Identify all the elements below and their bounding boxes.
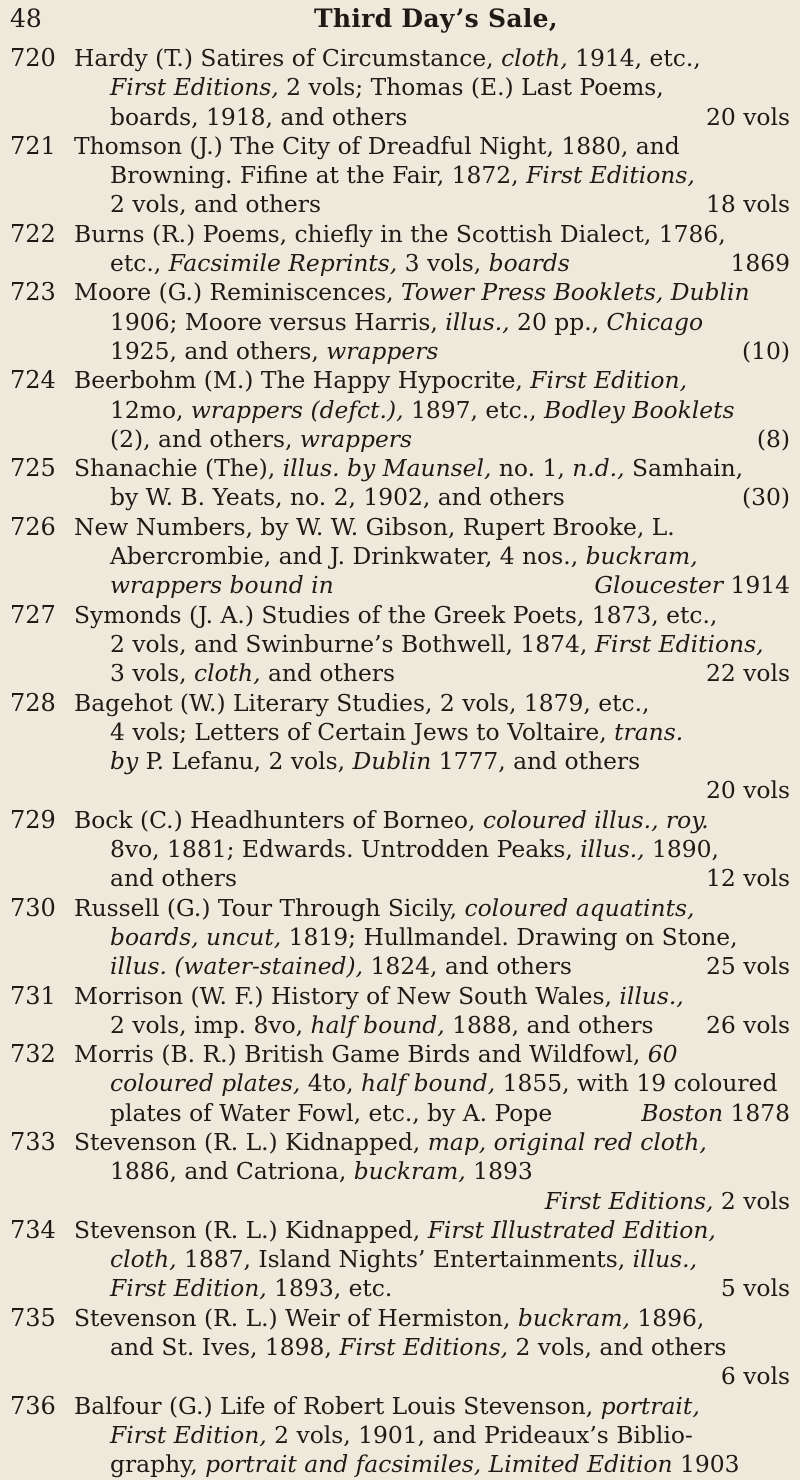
lot-quantity: 25 vols xyxy=(706,952,790,981)
lot-entry xyxy=(0,689,800,806)
lot-number: 734 xyxy=(10,1215,56,1244)
lot-description-line: boards, uncut, 1819; Hullmandel. Drawing on Stone, xyxy=(110,922,738,951)
lot-description-line: by P. Lefanu, 2 vols, Dublin 1777, and others xyxy=(110,747,641,776)
lot-description-line: etc., Facsimile Reprints, 3 vols, boards 1869 xyxy=(110,249,790,278)
lot-number: 724 xyxy=(10,366,56,395)
lot-quantity: 12 vols xyxy=(706,864,790,893)
lot-description-line: Browning. Fifine at the Fair, 1872, First Editions, xyxy=(110,161,695,190)
lot-entry xyxy=(0,366,800,454)
lot-description-line: Hardy (T.) Satires of Circumstance, cloth, 1914, etc., xyxy=(74,44,701,72)
lot-entry xyxy=(0,894,800,982)
lot-description-line: (2), and others, wrappers (8) xyxy=(110,424,790,453)
lot-description-line: Bagehot (W.) Literary Studies, 2 vols, 1879, etc., xyxy=(74,688,650,717)
page-header xyxy=(0,4,800,44)
lot-quantity: 26 vols xyxy=(706,1010,790,1039)
lot-description-line: Symonds (J. A.) Studies of the Greek Poets, 1873, etc., xyxy=(74,600,718,629)
lot-description-line: First Edition, 1893, etc. 5 vols xyxy=(110,1274,790,1303)
lot-description-line: wrappers bound in Gloucester 1914 xyxy=(110,571,790,600)
lot-description-line xyxy=(0,1362,800,1391)
lot-description-line: 3 vols, cloth, and others 22 vols xyxy=(110,659,790,688)
lot-description-line: Balfour (G.) Life of Robert Louis Stevenson, portrait, xyxy=(74,1391,700,1420)
lot-number: 721 xyxy=(10,131,56,160)
lot-description-line: Thomson (J.) The City of Dreadful Night, 1880, and xyxy=(74,131,680,160)
lot-entry xyxy=(0,982,800,1041)
lot-quantity: Gloucester 1914 xyxy=(594,571,790,600)
lot-entry xyxy=(0,1040,800,1128)
lot-description-line: 1906; Moore versus Harris, illus., 20 pp., Chicago xyxy=(110,307,704,336)
lot-entry xyxy=(0,1128,800,1216)
lot-description-line: and St. Ives, 1898, First Editions, 2 vols, and others xyxy=(110,1333,727,1362)
lot-description-line: Beerbohm (M.) The Happy Hypocrite, First Edition, xyxy=(74,366,688,395)
lot-description-line: cloth, 1887, Island Nights’ Entertainments, illus., xyxy=(110,1245,698,1274)
lot-number: 723 xyxy=(10,278,56,307)
lot-description-line: Moore (G.) Reminiscences, Tower Press Booklets, Dublin xyxy=(74,278,750,307)
lot-entry xyxy=(0,601,800,689)
lot-description-line: 4 vols; Letters of Certain Jews to Voltaire, trans. xyxy=(110,717,684,746)
lot-entry xyxy=(0,454,800,513)
lot-description-line: coloured plates, 4to, half bound, 1855, with 19 coloured xyxy=(110,1069,778,1098)
lot-description-line: 1886, and Catriona, buckram, 1893 xyxy=(110,1157,533,1186)
lot-description-line: Burns (R.) Poems, chiefly in the Scottish Dialect, 1786, xyxy=(74,219,726,248)
lot-description-line: Stevenson (R. L.) Kidnapped, map, original red cloth, xyxy=(74,1127,707,1156)
lot-description-line: 2 vols, and others 18 vols xyxy=(110,190,790,219)
lot-description-line xyxy=(0,1187,800,1216)
lot-quantity: 18 vols xyxy=(706,190,790,219)
lot-number: 731 xyxy=(10,981,56,1010)
lot-quantity: Boston 1878 xyxy=(641,1098,790,1127)
lot-number: 722 xyxy=(10,219,56,248)
lot-description-line: plates of Water Fowl, etc., by A. Pope Boston 1878 xyxy=(110,1098,790,1127)
lot-description-line: 1925, and others, wrappers (10) xyxy=(110,336,790,365)
lot-description-line: illus. (water-stained), 1824, and others 25 vols xyxy=(110,952,790,981)
lot-number: 732 xyxy=(10,1040,56,1069)
lot-number: 736 xyxy=(10,1391,56,1420)
lot-quantity: 5 vols xyxy=(720,1274,790,1303)
lot-description-line: by W. B. Yeats, no. 2, 1902, and others (30) xyxy=(110,483,790,512)
lot-description-line: 8vo, 1881; Edwards. Untrodden Peaks, illus., 1890, xyxy=(110,835,719,864)
lot-description-line: Morris (B. R.) British Game Birds and Wildfowl, 60 xyxy=(74,1040,678,1069)
lot-description-line: Abercrombie, and J. Drinkwater, 4 nos., buckram, xyxy=(110,542,698,571)
lot-quantity: (30) xyxy=(741,483,790,512)
lot-number: 728 xyxy=(10,688,56,717)
lot-number: 727 xyxy=(10,600,56,629)
lot-quantity: First Editions, 2 vols xyxy=(544,1186,790,1215)
lot-description-line: and others 12 vols xyxy=(110,864,790,893)
lot-number: 726 xyxy=(10,512,56,541)
lot-description-line: graphy, portrait and facsimiles, Limited Edition 1903 xyxy=(110,1450,740,1479)
lot-list xyxy=(0,44,800,1480)
lot-description-line: 2 vols, and Swinburne’s Bothwell, 1874, First Editions, xyxy=(110,629,764,658)
lot-number: 720 xyxy=(10,44,56,72)
lot-description-line: Russell (G.) Tour Through Sicily, coloured aquatints, xyxy=(74,893,695,922)
lot-entry xyxy=(0,1392,800,1480)
lot-entry xyxy=(0,513,800,601)
lot-description-line xyxy=(0,776,800,805)
lot-description-line: Bock (C.) Headhunters of Borneo, coloured illus., roy. xyxy=(74,805,709,834)
lot-quantity: 6 vols xyxy=(720,1362,790,1391)
lot-description-line: Stevenson (R. L.) Kidnapped, First Illustrated Edition, xyxy=(74,1215,716,1244)
lot-entry xyxy=(0,220,800,279)
lot-number: 725 xyxy=(10,454,56,483)
lot-quantity: (8) xyxy=(756,424,790,453)
lot-description-line: First Edition, 2 vols, 1901, and Prideaux’s Biblio- xyxy=(110,1420,693,1449)
lot-number: 730 xyxy=(10,893,56,922)
lot-quantity: 1869 xyxy=(730,249,790,278)
lot-number: 733 xyxy=(10,1127,56,1156)
lot-entry xyxy=(0,278,800,366)
lot-entry xyxy=(0,806,800,894)
lot-entry xyxy=(0,132,800,220)
lot-entry xyxy=(0,1304,800,1392)
running-title: Third Day’s Sale, xyxy=(314,4,558,33)
lot-entry xyxy=(0,44,800,132)
lot-description-line: 12mo, wrappers (defct.), 1897, etc., Bodley Booklets xyxy=(110,395,735,424)
lot-quantity: 20 vols xyxy=(706,776,790,805)
lot-number: 735 xyxy=(10,1303,56,1332)
lot-description-line: 2 vols, imp. 8vo, half bound, 1888, and others 26 vols xyxy=(110,1010,790,1039)
lot-quantity: (10) xyxy=(741,336,790,365)
page-number: 48 xyxy=(10,4,42,33)
lot-description-line: Shanachie (The), illus. by Maunsel, no. 1, n.d., Samhain, xyxy=(74,454,744,483)
lot-description-line: New Numbers, by W. W. Gibson, Rupert Brooke, L. xyxy=(74,512,675,541)
lot-description-line: First Editions, 2 vols; Thomas (E.) Last Poems, xyxy=(110,73,664,102)
lot-description-line: Stevenson (R. L.) Weir of Hermiston, buckram, 1896, xyxy=(74,1303,705,1332)
lot-quantity: 20 vols xyxy=(706,102,790,131)
lot-description-line: boards, 1918, and others 20 vols xyxy=(110,102,790,131)
lot-entry xyxy=(0,1216,800,1304)
lot-number: 729 xyxy=(10,805,56,834)
lot-description-line: Morrison (W. F.) History of New South Wales, illus., xyxy=(74,981,684,1010)
lot-quantity: 22 vols xyxy=(706,659,790,688)
